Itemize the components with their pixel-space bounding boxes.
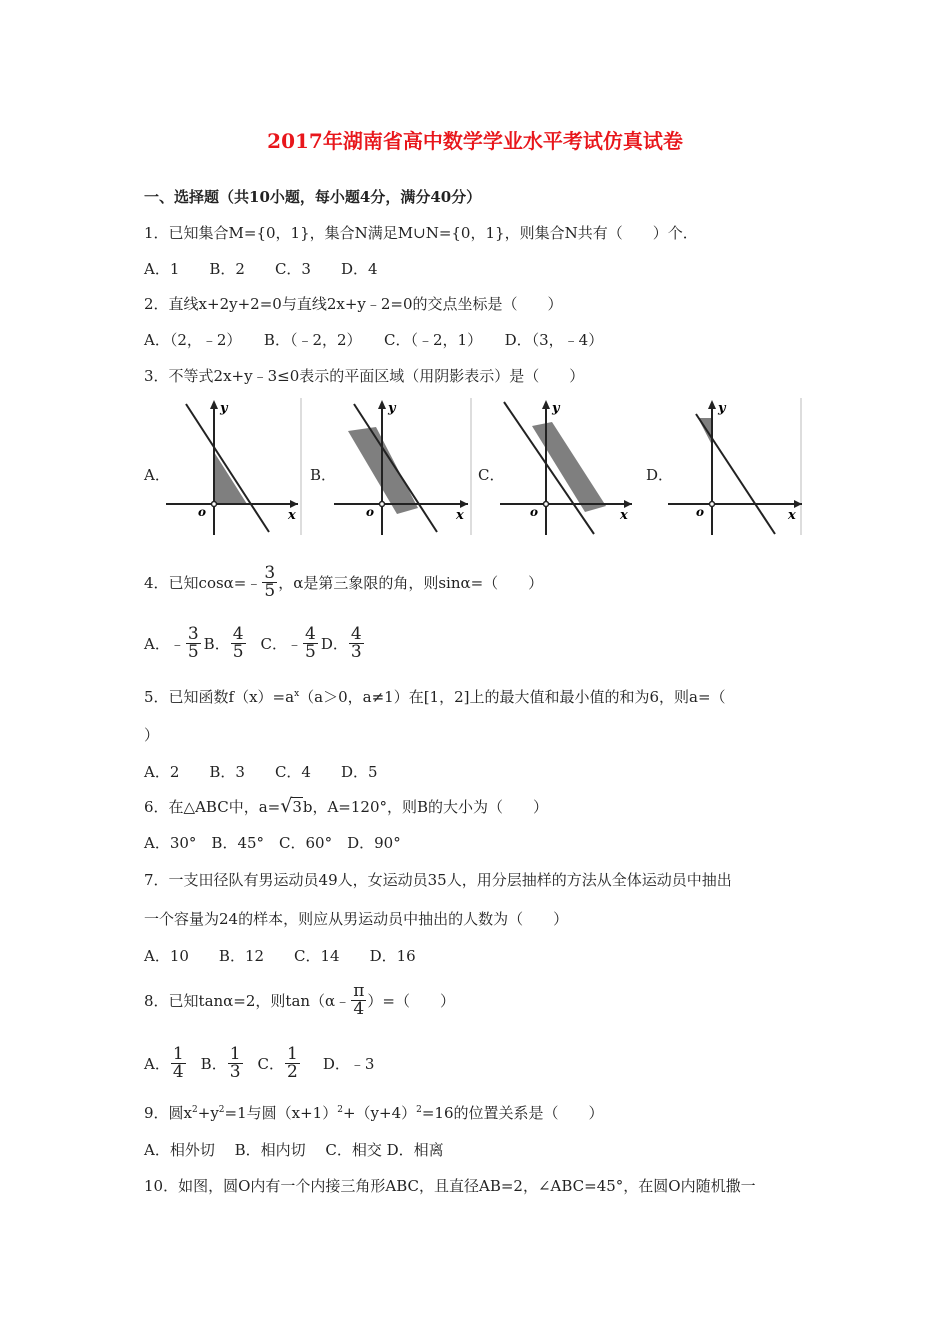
question-7-options: A．10 B．12 C．14 D．16 bbox=[144, 947, 416, 965]
question-5-stem: 5．已知函数$f(x)=a^x(a>0$，a≠1）在[1，2]上的最大值和最小值的和为6，则a=（ bbox=[144, 688, 726, 706]
shaded-region bbox=[698, 418, 712, 445]
option-a-label: A． bbox=[144, 466, 170, 484]
question-2-stem: 2．直线x+2y+2=0与直线2x+y﹣2=0的交点坐标是（ ） bbox=[144, 295, 563, 313]
question-5-options: A．2 B．3 C．4 D．5 bbox=[144, 763, 378, 781]
question-4-stem: 4．已知cosα=﹣ $\frac{3}{5}$ ，α是第三象限的角，则sinα=（ ） bbox=[144, 562, 544, 601]
y-axis-label: y bbox=[388, 401, 396, 416]
question-6-stem: 6．在△ABC中，a=√3b，A=120°，则B的大小为（ ） bbox=[144, 795, 549, 817]
question-4-options: A．﹣ $\frac{3}{5}$ B． $\frac{4}{5}$ C．﹣ $\frac{4}{5}$ D． $\frac{4}{3}$ bbox=[144, 623, 362, 662]
question-5-stem-cont: ） bbox=[144, 726, 160, 744]
origin-label: o bbox=[530, 505, 539, 519]
fraction: $\frac{1}{2}$ bbox=[287, 1043, 298, 1082]
x-axis-label: x bbox=[288, 508, 296, 523]
question-9-options: A．相外切 B．相内切 C．相交 D．相离 bbox=[144, 1141, 444, 1159]
x-axis-label: x bbox=[620, 508, 628, 523]
origin-label: o bbox=[198, 505, 207, 519]
question-6-options: A．30° B．45° C．60° D．90° bbox=[144, 834, 401, 852]
graph-option-b bbox=[334, 398, 474, 535]
option-c-label: C． bbox=[478, 466, 505, 484]
question-7-stem: 7．一支田径队有男运动员49人，女运动员35人，用分层抽样的方法从全体运动员中抽出 bbox=[144, 871, 732, 889]
graph-option-d bbox=[668, 398, 808, 535]
question-1-options: A．1 B．2 C．3 D．4 bbox=[144, 260, 378, 278]
question-9-stem: 9．圆$x^2+y^2=1$与圆$(x+1)^2+(y+4)^2=16$的位置关系是（ ） bbox=[144, 1104, 604, 1122]
fraction: $\frac{1}{3}$ bbox=[229, 1043, 241, 1082]
question-8-options: A． $\frac{1}{4}$ B． $\frac{1}{3}$ C． $\frac{1}{2}$ D．﹣3 bbox=[144, 1043, 375, 1082]
fraction: $\frac{\pi}{4}$ bbox=[353, 980, 365, 1019]
graph-option-c bbox=[500, 398, 640, 535]
x-axis-label: x bbox=[788, 508, 796, 523]
fraction: $\frac{4}{5}$ bbox=[305, 623, 316, 662]
question-1-stem: 1．已知集合M={0，1}，集合N满足M∪N={0，1}，则集合N共有（ ）个． bbox=[144, 224, 698, 242]
fraction: $\frac{3}{5}$ bbox=[264, 562, 276, 601]
fraction: $\frac{4}{5}$ bbox=[232, 623, 244, 662]
fraction: $\frac{1}{4}$ bbox=[172, 1043, 184, 1082]
section-heading: 一、选择题（共10小题，每小题4分，满分40分） bbox=[144, 188, 482, 206]
origin-label: o bbox=[696, 505, 705, 519]
option-b-label: B． bbox=[310, 466, 337, 484]
y-axis-label: y bbox=[552, 401, 560, 416]
question-3-stem: 3．不等式2x+y﹣3≤0表示的平面区域（用阴影表示）是（ ） bbox=[144, 367, 585, 385]
question-2-options: A．（2，﹣2） B．（﹣2，2） C．（﹣2，1） D．（3，﹣4） bbox=[144, 331, 604, 349]
option-d-label: D． bbox=[646, 466, 674, 484]
y-axis-label: y bbox=[220, 401, 228, 416]
origin-label: o bbox=[366, 505, 375, 519]
question-8-stem: 8．已知tanα=2，则tan（α﹣ $\frac{\pi}{4}$ ）=（ ） bbox=[144, 980, 455, 1019]
shaded-region bbox=[214, 452, 247, 504]
question-10-stem: 10．如图，圆O内有一个内接三角形ABC，且直径AB=2，∠ABC=45°，在圆O内随机撒一 bbox=[144, 1177, 756, 1195]
fraction: $\frac{3}{5}$ bbox=[187, 623, 199, 662]
fraction: $\frac{4}{3}$ bbox=[350, 623, 362, 662]
y-axis-label: y bbox=[718, 401, 726, 416]
x-axis-label: x bbox=[456, 508, 464, 523]
question-7-stem-cont: 一个容量为24的样本，则应从男运动员中抽出的人数为（ ） bbox=[144, 910, 569, 928]
page-title: 2017年湖南省高中数学学业水平考试仿真试卷 bbox=[267, 129, 683, 153]
graph-option-a bbox=[166, 398, 306, 535]
